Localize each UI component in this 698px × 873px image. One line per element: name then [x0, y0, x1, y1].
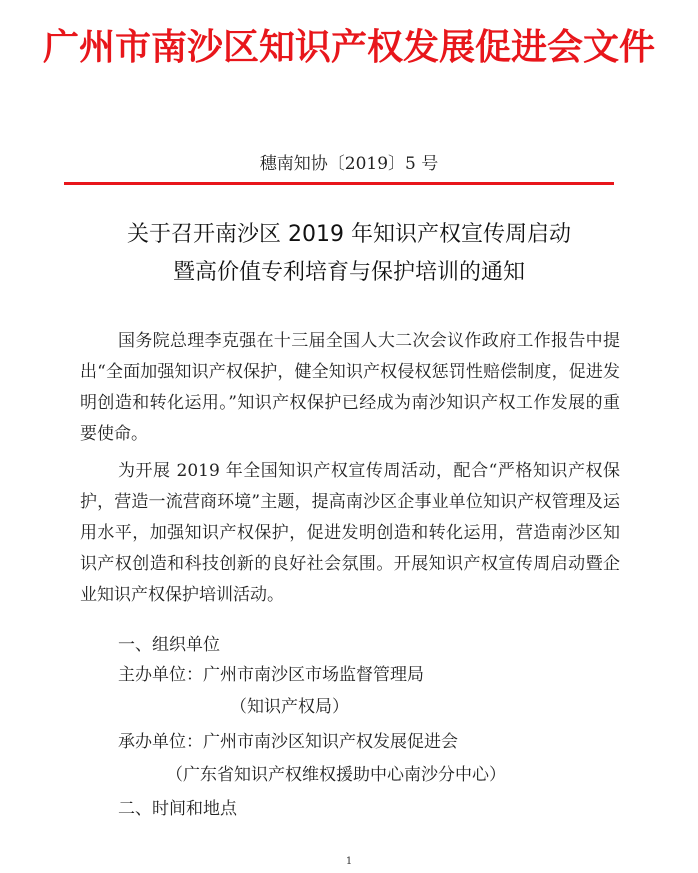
page-number: 1 [345, 856, 353, 867]
organizer-unit: 承办单位：广州市南沙区知识产权发展促进会 [118, 732, 458, 752]
red-divider-line [64, 182, 614, 185]
notice-title-line-1: 关于召开南沙区 2019 年知识产权宣传周启动 [127, 222, 571, 247]
body-paragraph-2: 为开展 2019 年全国知识产权宣传周活动，配合“严格知识产权保护，营造一流营商环境”主题，提高南沙区企事业单位知识产权管理及运用水平，加强知识产权保护，促进发明创造和转化运用，营造南沙区知识产权创造和科技创新的良好社会氛围。开展知识产权宣传周启动暨企业知识产权保护培训活动。 [80, 461, 620, 605]
organizer-unit-note: （广东省知识产权维权援助中心南沙分中心） [166, 765, 506, 785]
section-heading-time-place: 二、时间和地点 [118, 799, 237, 819]
document-number: 穗南知协〔2019〕5 号 [259, 154, 439, 174]
host-unit-note: （知识产权局） [230, 697, 349, 717]
host-unit: 主办单位：广州市南沙区市场监督管理局 [118, 665, 424, 685]
masthead-title: 广州市南沙区知识产权发展促进会文件 [42, 27, 655, 68]
body-paragraph-1: 国务院总理李克强在十三届全国人大二次会议作政府工作报告中提出“全面加强知识产权保护，健全知识产权侵权惩罚性赔偿制度，促进发明创造和转化运用。”知识产权保护已经成为南沙知识产权工作发展的重要使命。 [80, 331, 620, 444]
notice-title-line-2: 暨高价值专利培育与保护培训的通知 [172, 260, 525, 285]
section-heading-organizers: 一、组织单位 [118, 635, 220, 655]
